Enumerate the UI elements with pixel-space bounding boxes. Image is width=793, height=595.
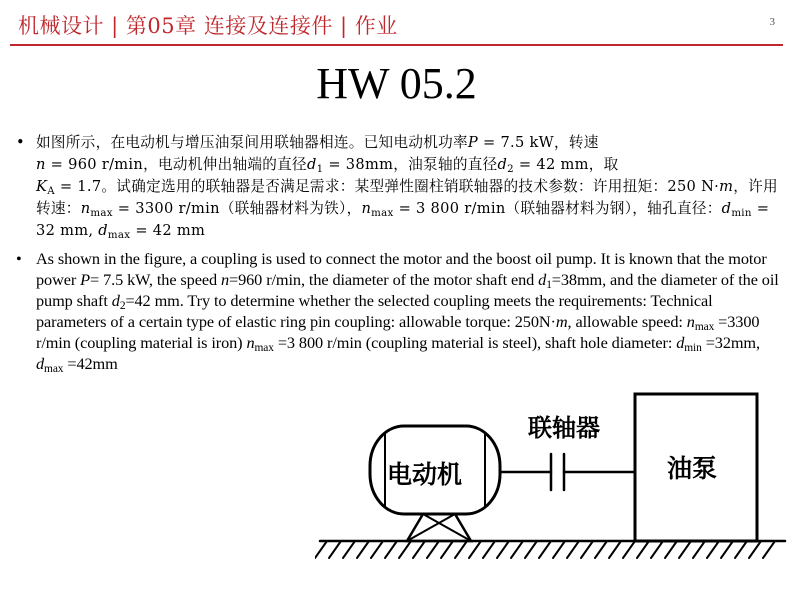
subscript: 2: [119, 300, 126, 312]
hatch-stroke: [329, 541, 341, 558]
text-run: = 3300 r/min（联轴器材料为铁），: [112, 200, 362, 217]
hatch-stroke: [763, 541, 775, 558]
text-run: = 32 mm,: [36, 200, 770, 239]
subscript: min: [731, 208, 752, 219]
hatch-stroke: [749, 541, 761, 558]
variable: P: [80, 270, 91, 289]
variable: d: [538, 270, 547, 289]
text-run: = 960 r/min，电动机伸出轴端的直径: [45, 156, 307, 173]
text-run: = 1.7。试确定选用的联轴器是否满足需求：某型弹性圈柱销联轴器的技术参数：许用扭矩：250 N·: [54, 178, 720, 195]
variable: P: [467, 134, 479, 151]
subscript: A: [47, 186, 55, 197]
variable: n: [361, 200, 372, 217]
text-run: 如图所示，在电动机与增压油泵间用联轴器相连。已知电动机功率: [36, 134, 468, 151]
hatch-stroke: [385, 541, 397, 558]
variable: d: [306, 156, 317, 173]
hatch-stroke: [399, 541, 411, 558]
text-run: =32mm,: [701, 333, 760, 352]
variable: d: [676, 333, 685, 352]
text-run: =3300 r/min (coupling material is iron): [36, 312, 760, 352]
hatch-stroke: [665, 541, 677, 558]
hatch-stroke: [707, 541, 719, 558]
subscript: max: [371, 208, 394, 219]
variable: n: [80, 200, 91, 217]
problem-statement-english: [14, 248, 784, 374]
variable: n: [686, 312, 695, 331]
hatch-stroke: [553, 541, 565, 558]
coupling-diagram: [315, 386, 790, 591]
hatch-stroke: [469, 541, 481, 558]
motor-label: 电动机: [387, 460, 463, 489]
variable: m: [719, 178, 734, 195]
text-run: = 7.5 kW, the speed: [90, 270, 221, 289]
text-run: =960 r/min, the diameter of the motor shaft end: [229, 270, 539, 289]
variable: K: [36, 178, 48, 195]
text-run: = 42 mm，取: [513, 156, 619, 173]
variable: n: [36, 156, 46, 173]
problem-list: [14, 132, 784, 374]
hatch-stroke: [427, 541, 439, 558]
subscript: max: [694, 321, 715, 333]
hatch-stroke: [497, 541, 509, 558]
hatch-stroke: [735, 541, 747, 558]
hatch-stroke: [371, 541, 383, 558]
hatch-stroke: [525, 541, 537, 558]
hatch-stroke: [511, 541, 523, 558]
subscript: 2: [507, 164, 514, 175]
motor-foot: [407, 514, 471, 541]
text-run: =38mm, and the diameter of the oil pump shaft: [36, 270, 779, 310]
variable: d: [497, 156, 508, 173]
variable: n: [246, 333, 255, 352]
slide-title: HW 05.2: [316, 59, 477, 108]
subscript: 1: [316, 164, 324, 175]
text-run: , allowable speed:: [567, 312, 687, 331]
hatch-stroke: [637, 541, 649, 558]
hatch-stroke: [679, 541, 691, 558]
hatch-stroke: [539, 541, 551, 558]
text-run: = 38mm，油泵轴的直径: [323, 156, 498, 173]
text-run: ，许用转速：: [36, 178, 778, 217]
subscript: min: [684, 342, 702, 354]
hatch-stroke: [721, 541, 733, 558]
hatch-stroke: [441, 541, 453, 558]
header-divider: [10, 44, 783, 46]
motor-pump-figure: [315, 386, 790, 591]
text-run: =42mm: [63, 354, 118, 373]
hatch-stroke: [651, 541, 663, 558]
subscript: 1: [546, 279, 552, 291]
variable: d: [36, 354, 45, 373]
text-run: = 3 800 r/min（联轴器材料为钢），轴孔直径：: [393, 200, 722, 217]
pump-label: 油泵: [667, 454, 718, 483]
hatch-stroke: [343, 541, 355, 558]
subscript: max: [90, 208, 113, 219]
problem-statement-chinese: [14, 132, 784, 242]
variable: n: [220, 270, 230, 289]
subscript: max: [254, 342, 274, 354]
text-run: =3 800 r/min (coupling material is steel), shaft hole diameter:: [273, 333, 677, 352]
variable: d: [98, 222, 108, 239]
subscript: max: [44, 363, 64, 375]
hatch-stroke: [609, 541, 621, 558]
text-run: = 7.5 kW，转速: [478, 134, 599, 151]
text-run: As shown in the figure, a coupling is used to connect the motor and the boost oil pump. It is known that the motor power: [36, 249, 767, 289]
subscript: max: [107, 230, 131, 241]
course-header: 机械设计 | 第05章 连接及连接件 | 作业: [18, 14, 398, 38]
page-number: 3: [769, 16, 775, 28]
hatch-stroke: [693, 541, 705, 558]
hatch-stroke: [413, 541, 425, 558]
hatch-stroke: [623, 541, 635, 558]
coupling-label: 联轴器: [528, 414, 600, 442]
variable: d: [111, 291, 120, 310]
text-run: =42 mm. Try to determine whether the selected coupling meets the requirements: Technical parameters of a certain type of elastic ring pin coupling: allowable torque: 250N·: [36, 291, 713, 331]
hatch-stroke: [455, 541, 467, 558]
variable: d: [721, 200, 732, 217]
hatch-stroke: [595, 541, 607, 558]
text-run: = 42 mm: [130, 222, 206, 239]
hatch-stroke: [567, 541, 579, 558]
hatch-stroke: [315, 541, 327, 558]
ground-hatching: [315, 541, 775, 558]
hatch-stroke: [581, 541, 593, 558]
hatch-stroke: [483, 541, 495, 558]
variable: m: [555, 312, 568, 331]
hatch-stroke: [357, 541, 369, 558]
